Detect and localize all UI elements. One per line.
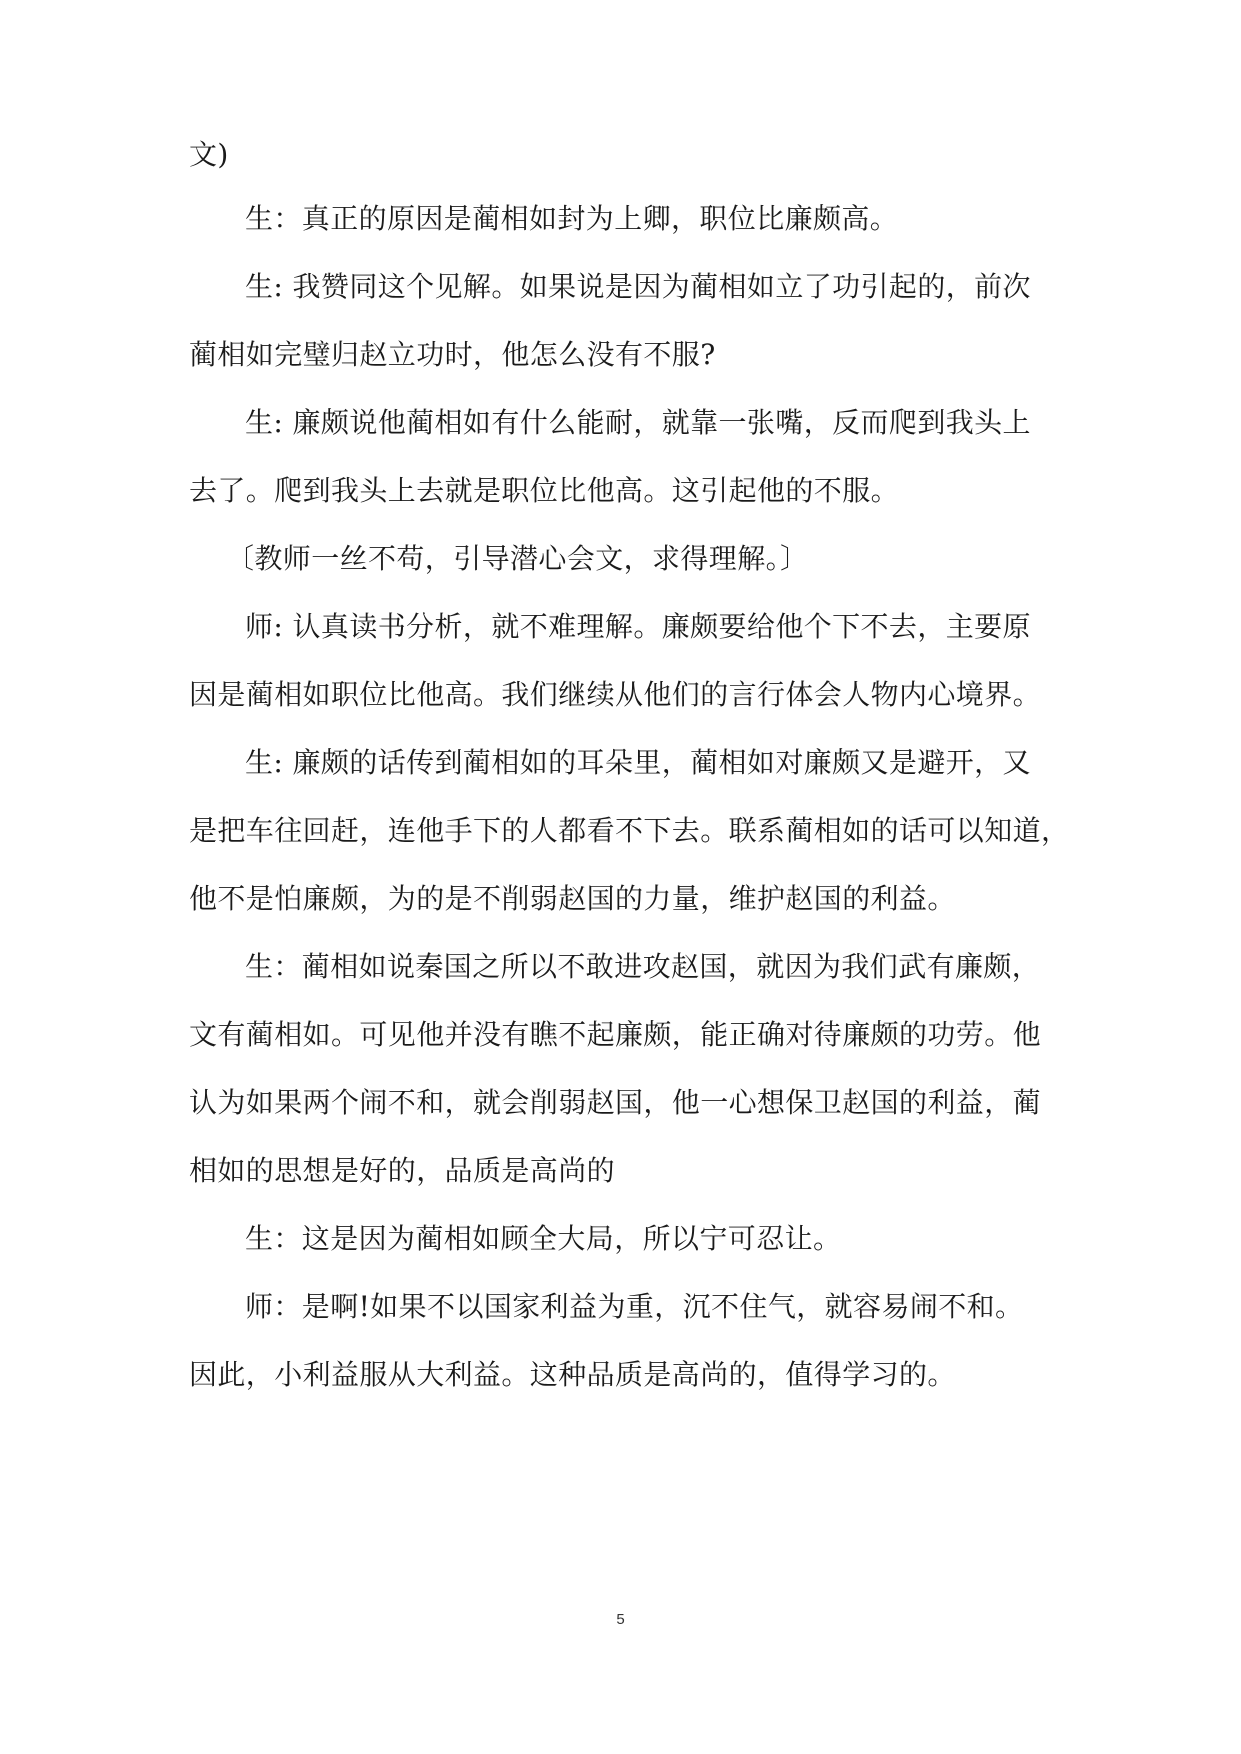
text-line: 生: 我赞同这个见解。如果说是因为蔺相如立了功引起的，前次 xyxy=(245,270,1031,303)
text-line: 因此，小利益服从大利益。这种品质是高尚的，值得学习的。 xyxy=(189,1358,956,1391)
page-number: 5 xyxy=(616,1611,625,1628)
text-line: 去了。爬到我头上去就是职位比他高。这引起他的不服。 xyxy=(189,474,900,507)
text-line: 生: 廉颇的话传到蔺相如的耳朵里，蔺相如对廉颇又是避开，又 xyxy=(245,746,1031,779)
text-line: 因是蔺相如职位比他高。我们继续从他们的言行体会人物内心境界。 xyxy=(189,678,1042,711)
text-line: 生：这是因为蔺相如顾全大局，所以宁可忍让。 xyxy=(245,1222,842,1255)
text-line: 文) xyxy=(189,138,229,171)
text-line: 师：是啊!如果不以国家利益为重，沉不住气，就容易闹不和。 xyxy=(245,1290,1024,1323)
text-line: 是把车往回赶，连他手下的人都看不下去。联系蔺相如的话可以知道， xyxy=(189,814,1070,847)
text-line: 蔺相如完璧归赵立功时，他怎么没有不服? xyxy=(189,338,716,371)
text-line: 他不是怕廉颇，为的是不削弱赵国的力量，维护赵国的利益。 xyxy=(189,882,956,915)
text-line: 相如的思想是好的，品质是高尚的 xyxy=(189,1154,616,1187)
text-line: 师: 认真读书分析，就不难理解。廉颇要给他个下不去，主要原 xyxy=(245,610,1031,643)
text-line: 生：蔺相如说秦国之所以不敢进攻赵国，就因为我们武有廉颇， xyxy=(245,950,1041,983)
text-line: 〔教师一丝不苟，引导潜心会文，求得理解。〕 xyxy=(226,542,809,575)
text-line: 生: 廉颇说他蔺相如有什么能耐，就靠一张嘴，反而爬到我头上 xyxy=(245,406,1031,439)
text-line: 文有蔺相如。可见他并没有瞧不起廉颇，能正确对待廉颇的功劳。他 xyxy=(189,1018,1042,1051)
text-line: 认为如果两个闹不和，就会削弱赵国，他一心想保卫赵国的利益，蔺 xyxy=(189,1086,1042,1119)
text-line: 生：真正的原因是蔺相如封为上卿，职位比廉颇高。 xyxy=(245,202,899,235)
